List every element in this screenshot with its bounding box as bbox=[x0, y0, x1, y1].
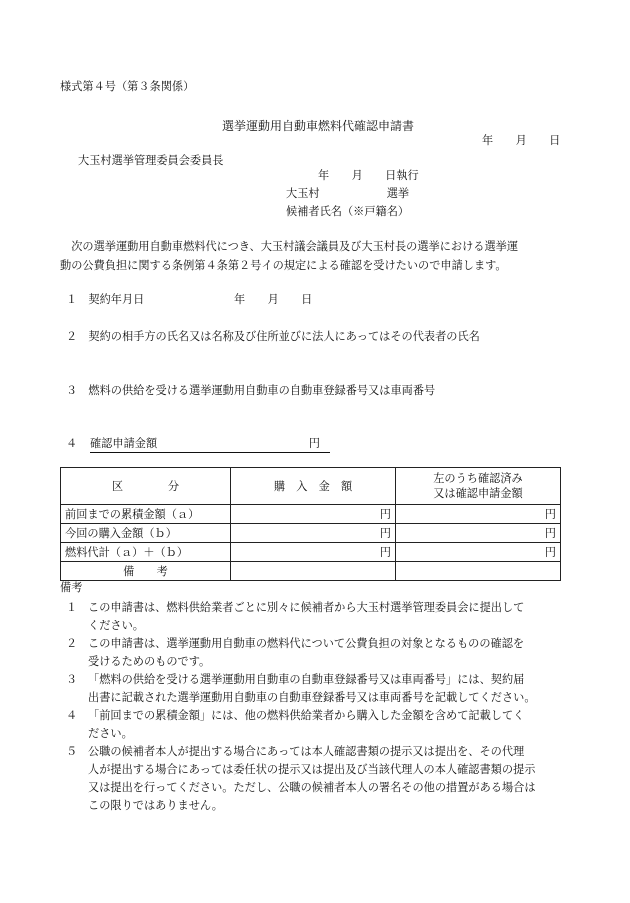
note-item: ２ この申請書は、選挙運動用自動車の燃料代について公費負担の対象となるものの確認を 受けるためのものです。 bbox=[66, 637, 525, 668]
intro-text-line-2: 動の公費負担に関する条例第４条第２号イの規定による確認を受けたいので申請します。 bbox=[60, 259, 507, 272]
intro-text-line-1: 次の選挙運動用自動車燃料代につき、大玉村議会議員及び大玉村長の選挙における選挙運 bbox=[60, 240, 519, 253]
note-number: １ bbox=[66, 601, 78, 614]
row-label: 今回の購入金額（ｂ） bbox=[61, 524, 231, 543]
table-row bbox=[61, 524, 561, 543]
purchase-amount-cell bbox=[231, 562, 396, 581]
item-1-contract-date-label: １ 契約年月日 bbox=[66, 293, 145, 306]
item-4-amount-field bbox=[90, 437, 330, 453]
election-name: 大玉村 選挙 bbox=[286, 187, 410, 200]
header-purchase-amount: 購 入 金 額 bbox=[231, 468, 396, 505]
purchase-amount-cell: 円 bbox=[231, 505, 396, 524]
item-4-number: ４ bbox=[66, 437, 78, 450]
note-item: ３ 「燃料の供給を受ける選挙運動用自動車の自動車登録番号又は車両番号」には、契約届 出書に記載された選挙運動用自動車の自動車登録番号又は車両番号を記載してください。 bbox=[66, 673, 536, 704]
table-header-row bbox=[61, 468, 561, 505]
item-4-amount-label: 確認申請金額 bbox=[90, 437, 158, 450]
confirmed-amount-cell: 円 bbox=[396, 524, 561, 543]
candidate-name-label: 候補者氏名（※戸籍名） bbox=[286, 205, 410, 218]
note-item: ４ 「前回までの累積金額」には、他の燃料供給業者から購入した金額を含めて記載してく ださい。 bbox=[66, 709, 525, 740]
item-3-vehicle-number-label: ３ 燃料の供給を受ける選挙運動用自動車の自動車登録番号又は車両番号 bbox=[66, 384, 436, 397]
table-row bbox=[61, 543, 561, 562]
table-row-remarks bbox=[61, 562, 561, 581]
note-number: ２ bbox=[66, 637, 78, 650]
header-category: 区 分 bbox=[61, 468, 231, 505]
form-number: 様式第４号（第３条関係） bbox=[60, 80, 195, 93]
item-2-contract-party-label: ２ 契約の相手方の氏名又は名称及び住所並びに法人にあってはその代表者の氏名 bbox=[66, 330, 480, 343]
item-4-amount-unit: 円 bbox=[308, 437, 320, 450]
election-date: 年 月 日執行 bbox=[318, 169, 419, 182]
addressee: 大玉村選挙管理委員会委員長 bbox=[78, 154, 224, 167]
note-number: ５ bbox=[66, 745, 78, 758]
fuel-cost-table bbox=[60, 467, 561, 581]
row-label: 前回までの累積金額（ａ） bbox=[61, 505, 231, 524]
note-item: １ この申請書は、燃料供給業者ごとに別々に候補者から大玉村選挙管理委員会に提出して ください。 bbox=[66, 601, 525, 632]
header-confirmed-amount: 左のうち確認済み 又は確認申請金額 bbox=[396, 468, 561, 505]
document-title: 選挙運動用自動車燃料代確認申請書 bbox=[222, 119, 415, 133]
confirmed-amount-cell: 円 bbox=[396, 505, 561, 524]
application-date: 年 月 日 bbox=[482, 134, 561, 147]
row-label: 備 考 bbox=[61, 562, 231, 581]
note-item: ５ 公職の候補者本人が提出する場合にあっては本人確認書類の提示又は提出を、その代理 人が提出する場合にあっては委任状の提示又は提出及び当該代理人の本人確認書類の提示 又は提出を行ってください。ただし、公職の候補者本人の署名その他の措置がある場合は この限りではありません。 bbox=[66, 745, 536, 812]
purchase-amount-cell: 円 bbox=[231, 524, 396, 543]
note-number: ３ bbox=[66, 673, 78, 686]
table-row bbox=[61, 505, 561, 524]
item-1-contract-date-value: 年 月 日 bbox=[234, 293, 313, 306]
row-label: 燃料代計（ａ）＋（ｂ） bbox=[61, 543, 231, 562]
note-number: ４ bbox=[66, 709, 78, 722]
confirmed-amount-cell bbox=[396, 562, 561, 581]
confirmed-amount-cell: 円 bbox=[396, 543, 561, 562]
notes-title: 備考 bbox=[60, 581, 83, 594]
purchase-amount-cell: 円 bbox=[231, 543, 396, 562]
